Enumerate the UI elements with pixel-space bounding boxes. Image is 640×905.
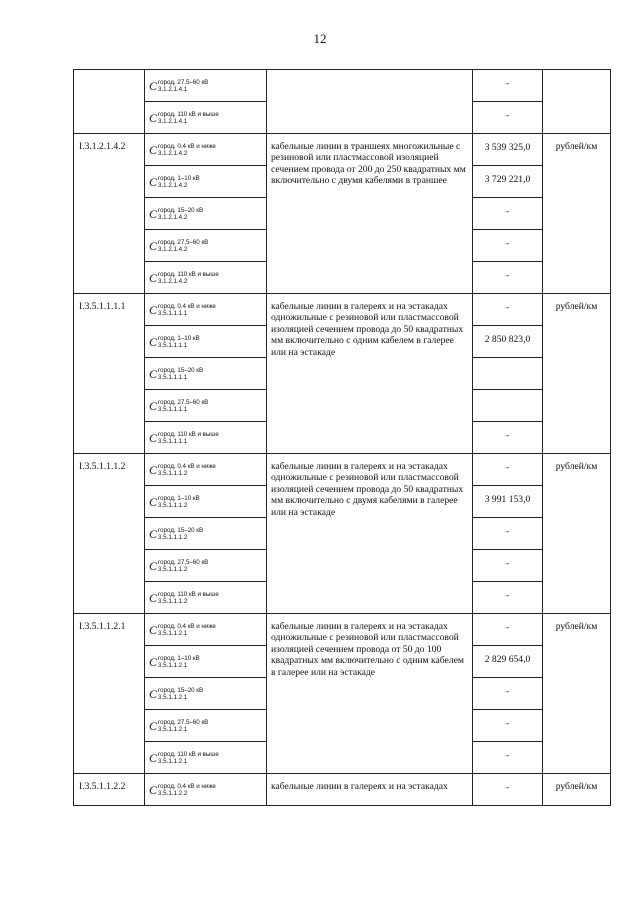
value-cell: - — [473, 614, 543, 646]
parameter-superscript: город, 110 кВ и выше — [158, 270, 219, 278]
parameter-subscript: 3.1.2.1.4.2 — [158, 245, 188, 253]
parameter-superscript: город, 27,5–60 кВ — [158, 718, 209, 726]
parameter-subscript: 3.5.1.1.2.1 — [158, 725, 188, 733]
parameter-cell — [145, 230, 267, 262]
parameter-symbol: C — [149, 206, 158, 221]
value-cell: - — [473, 70, 543, 102]
unit-cell: рублей/км — [543, 134, 611, 294]
parameter-cell — [145, 102, 267, 134]
parameter-superscript: город, 15–20 кВ — [158, 366, 204, 374]
parameter-symbol: C — [149, 174, 158, 189]
parameter-subscript: 3.1.2.1.4.1 — [158, 85, 188, 93]
parameter-symbol: C — [149, 494, 158, 509]
parameter-superscript: город, 1–10 кВ — [158, 654, 200, 662]
parameter-cell — [145, 582, 267, 614]
value-cell: 3 539 325,0 — [473, 134, 543, 166]
parameter-subscript: 3.5.1.1.1.2 — [158, 533, 188, 541]
parameter-cell — [145, 486, 267, 518]
parameter-symbol: C — [149, 110, 158, 125]
table-row — [74, 134, 611, 166]
parameter-symbol: C — [149, 622, 158, 637]
parameter-subscript: 3.1.2.1.4.2 — [158, 181, 188, 189]
table-row — [74, 614, 611, 646]
parameter-subscript: 3.5.1.1.1.1 — [158, 341, 188, 349]
parameter-subscript: 3.5.1.1.2.1 — [158, 757, 188, 765]
parameter-superscript: город, 0,4 кВ и ниже — [158, 142, 216, 150]
parameter-symbol: C — [149, 142, 158, 157]
parameter-subscript: 3.5.1.1.1.2 — [158, 469, 188, 477]
value-cell: 2 829 654,0 — [473, 646, 543, 678]
parameter-superscript: город, 15–20 кВ — [158, 686, 204, 694]
code-cell: I.3.1.2.1.4.2 — [74, 134, 145, 294]
value-cell: - — [473, 262, 543, 294]
parameter-symbol: C — [149, 238, 158, 253]
parameter-subscript: 3.1.2.1.4.1 — [158, 117, 188, 125]
parameter-subscript: 3.5.1.1.2.1 — [158, 661, 188, 669]
unit-cell: рублей/км — [543, 294, 611, 454]
parameter-symbol: C — [149, 270, 158, 285]
value-cell: - — [473, 422, 543, 454]
parameter-superscript: город, 110 кВ и выше — [158, 430, 219, 438]
parameter-subscript: 3.1.2.1.4.2 — [158, 149, 188, 157]
code-cell: I.3.5.1.1.2.1 — [74, 614, 145, 774]
description-cell — [267, 70, 473, 134]
unit-cell: рублей/км — [543, 774, 611, 806]
parameter-superscript: город, 0,4 кВ и ниже — [158, 782, 216, 790]
value-cell: - — [473, 774, 543, 806]
parameter-cell — [145, 614, 267, 646]
value-cell: - — [473, 550, 543, 582]
parameter-superscript: город, 27,5–60 кВ — [158, 78, 209, 86]
parameter-superscript: город, 110 кВ и выше — [158, 590, 219, 598]
parameter-subscript: 3.1.2.1.4.2 — [158, 213, 188, 221]
parameter-symbol: C — [149, 750, 158, 765]
parameter-cell — [145, 550, 267, 582]
parameter-superscript: город, 15–20 кВ — [158, 526, 204, 534]
parameter-superscript: город, 110 кВ и выше — [158, 110, 219, 118]
page-number: 12 — [313, 31, 327, 46]
parameter-symbol: C — [149, 686, 158, 701]
description-cell: кабельные линии в галереях и на эстакадах — [267, 774, 473, 806]
parameter-subscript: 3.1.2.1.4.2 — [158, 277, 188, 285]
parameter-cell — [145, 710, 267, 742]
table-row — [74, 70, 611, 102]
code-cell — [74, 70, 145, 134]
value-cell: - — [473, 294, 543, 326]
value-cell: - — [473, 742, 543, 774]
parameter-cell — [145, 390, 267, 422]
parameter-superscript: город, 0,4 кВ и ниже — [158, 622, 216, 630]
value-cell: - — [473, 518, 543, 550]
value-cell: - — [473, 710, 543, 742]
table-row — [74, 294, 611, 326]
parameter-cell — [145, 454, 267, 486]
parameter-subscript: 3.5.1.1.1.1 — [158, 373, 188, 381]
parameter-symbol: C — [149, 430, 158, 445]
unit-cell: рублей/км — [543, 614, 611, 774]
parameter-superscript: город, 1–10 кВ — [158, 174, 200, 182]
parameter-superscript: город, 1–10 кВ — [158, 334, 200, 342]
parameter-symbol: C — [149, 526, 158, 541]
parameter-cell — [145, 742, 267, 774]
value-cell — [473, 358, 543, 390]
value-cell: 3 991 153,0 — [473, 486, 543, 518]
value-cell: 2 850 823,0 — [473, 326, 543, 358]
parameter-symbol: C — [149, 718, 158, 733]
parameter-cell — [145, 294, 267, 326]
parameter-symbol: C — [149, 366, 158, 381]
parameter-superscript: город, 1–10 кВ — [158, 494, 200, 502]
value-cell: - — [473, 582, 543, 614]
parameter-cell — [145, 262, 267, 294]
parameter-subscript: 3.5.1.1.1.1 — [158, 437, 188, 445]
parameter-symbol: C — [149, 558, 158, 573]
parameter-subscript: 3.5.1.1.1.2 — [158, 501, 188, 509]
parameter-cell — [145, 326, 267, 358]
parameter-subscript: 3.5.1.1.1.2 — [158, 565, 188, 573]
parameter-superscript: город, 110 кВ и выше — [158, 750, 219, 758]
parameter-superscript: город, 0,4 кВ и ниже — [158, 462, 216, 470]
parameter-cell — [145, 134, 267, 166]
parameter-symbol: C — [149, 782, 158, 797]
parameter-cell — [145, 518, 267, 550]
description-cell: кабельные линии в траншеях многожильные с резиновой или пластмассовой изоляцией сечением провода от 200 до 250 квадратных мм включительно с двумя кабелями в траншее — [267, 134, 473, 294]
parameter-cell — [145, 646, 267, 678]
unit-cell — [543, 70, 611, 134]
parameter-cell — [145, 198, 267, 230]
parameter-subscript: 3.5.1.1.1.1 — [158, 405, 188, 413]
value-cell: - — [473, 102, 543, 134]
parameter-symbol: C — [149, 302, 158, 317]
parameter-superscript: город, 27,5–60 кВ — [158, 558, 209, 566]
value-cell: 3 729 221,0 — [473, 166, 543, 198]
parameter-cell — [145, 70, 267, 102]
parameter-superscript: город, 0,4 кВ и ниже — [158, 302, 216, 310]
parameter-superscript: город, 27,5–60 кВ — [158, 238, 209, 246]
table-row — [74, 454, 611, 486]
parameter-cell — [145, 774, 267, 806]
parameter-symbol: C — [149, 590, 158, 605]
parameter-cell — [145, 166, 267, 198]
tariff-table — [73, 69, 611, 806]
parameter-symbol: C — [149, 398, 158, 413]
parameter-symbol: C — [149, 654, 158, 669]
description-cell: кабельные линии в галереях и на эстакадах одножильные с резиновой или пластмассовой изоляцией сечением провода до 50 квадратных мм включительно с двумя кабелями в галерее или на эстакаде — [267, 454, 473, 614]
description-cell: кабельные линии в галереях и на эстакадах одножильные с резиновой или пластмассовой изоляцией сечением провода от 50 до 100 квадратных мм включительно с одним кабелем в галерее или на эстакаде — [267, 614, 473, 774]
code-cell: I.3.5.1.1.2.2 — [74, 774, 145, 806]
parameter-symbol: C — [149, 462, 158, 477]
parameter-cell — [145, 422, 267, 454]
parameter-subscript: 3.5.1.1.2.2 — [158, 789, 188, 797]
value-cell — [473, 390, 543, 422]
parameter-cell — [145, 678, 267, 710]
parameter-symbol: C — [149, 78, 158, 93]
value-cell: - — [473, 678, 543, 710]
value-cell: - — [473, 454, 543, 486]
parameter-subscript: 3.5.1.1.2.1 — [158, 693, 188, 701]
unit-cell: рублей/км — [543, 454, 611, 614]
parameter-symbol: C — [149, 334, 158, 349]
code-cell: I.3.5.1.1.1.2 — [74, 454, 145, 614]
parameter-superscript: город, 27,5–60 кВ — [158, 398, 209, 406]
value-cell: - — [473, 230, 543, 262]
value-cell: - — [473, 198, 543, 230]
parameter-cell — [145, 358, 267, 390]
parameter-subscript: 3.5.1.1.1.2 — [158, 597, 188, 605]
description-cell: кабельные линии в галереях и на эстакадах одножильные с резиновой или пластмассовой изоляцией сечением провода до 50 квадратных мм включительно с одним кабелем в галерее или на эстакаде — [267, 294, 473, 454]
parameter-subscript: 3.5.1.1.2.1 — [158, 629, 188, 637]
tariff-table-body — [74, 70, 611, 806]
parameter-subscript: 3.5.1.1.1.1 — [158, 309, 188, 317]
table-row — [74, 774, 611, 806]
parameter-superscript: город, 15–20 кВ — [158, 206, 204, 214]
code-cell: I.3.5.1.1.1.1 — [74, 294, 145, 454]
